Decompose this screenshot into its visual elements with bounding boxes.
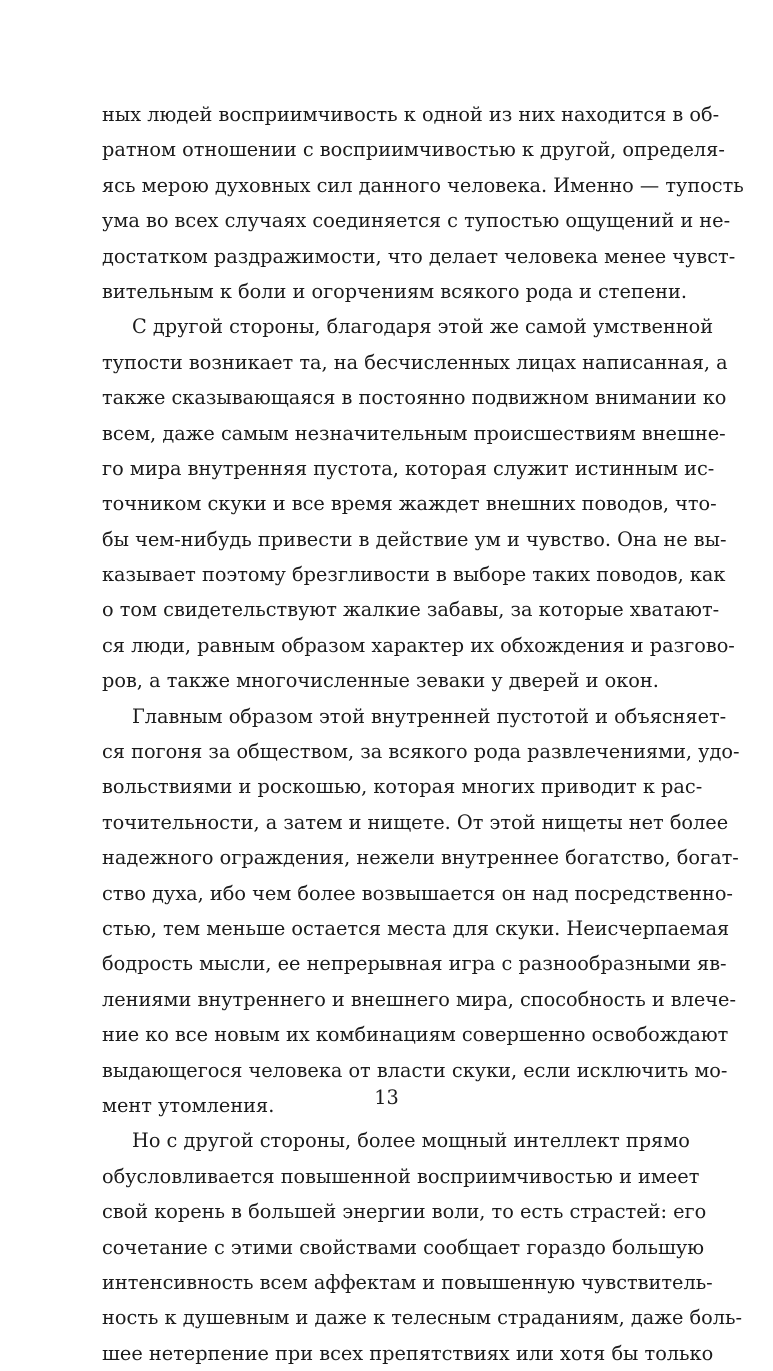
- text-line: бодрость мысли, ее непрерывная игра с разнообразными яв-: [102, 952, 727, 976]
- text-line: надежного ограждения, нежели внутреннее богатство, богат-: [102, 846, 739, 870]
- page-number: 13: [374, 1086, 399, 1109]
- text-line: ство духа, ибо чем более возвышается он над посредственно-: [102, 881, 733, 905]
- body-text: [102, 97, 744, 1371]
- text-line: интенсивность всем аффектам и повышенную чувствитель-: [102, 1270, 713, 1294]
- text-line: выдающегося человека от власти скуки, если исключить мо-: [102, 1058, 728, 1082]
- text-line: ных людей восприимчивость к одной из них находится в об-: [102, 103, 720, 126]
- text-line: о том свидетельствуют жалкие забавы, за которые хватают-: [102, 598, 720, 622]
- text-line: шее нетерпение при всех препятствиях или хотя бы только: [102, 1341, 714, 1365]
- text-line: ров, а также многочисленные зеваки у дверей и окон.: [102, 669, 659, 693]
- paragraph: [102, 1123, 743, 1371]
- text-line: го мира внутренняя пустота, которая служит истинным ис-: [102, 456, 715, 480]
- text-line: ся погоня за обществом, за всякого рода развлечениями, удо-: [102, 740, 740, 764]
- text-line: свой корень в большей энергии воли, то есть страстей: его: [102, 1200, 707, 1224]
- text-line: вительным к боли и огорчениям всякого рода и степени.: [102, 279, 687, 303]
- text-line: также сказывающаяся в постоянно подвижном внимании ко: [102, 386, 727, 410]
- text-line: ность к душевным и даже к телесным страданиям, даже боль-: [102, 1306, 743, 1330]
- text-line: обусловливается повышенной восприимчивостью и имеет: [102, 1164, 700, 1188]
- text-line: Но с другой стороны, более мощный интеллект прямо: [132, 1129, 690, 1153]
- text-line: всем, даже самым незначительным происшествиям внешне-: [102, 421, 726, 445]
- text-line: ясь мерою духовных сил данного человека. Именно — тупость: [102, 173, 744, 197]
- paragraph: [102, 699, 740, 1124]
- text-line: ратном отношении с восприимчивостью к другой, определя-: [102, 138, 725, 162]
- text-line: лениями внутреннего и внешнего мира, способность и влече-: [102, 987, 736, 1011]
- text-line: ума во всех случаях соединяется с тупостью ощущений и не-: [102, 209, 731, 233]
- text-line: С другой стороны, благодаря этой же самой умственной: [132, 315, 714, 339]
- text-line: ся люди, равным образом характер их обхождения и разгово-: [102, 633, 735, 657]
- text-line: точительности, а затем и нищете. От этой нищеты нет более: [102, 810, 729, 834]
- text-line: тупости возникает та, на бесчисленных лицах написанная, а: [102, 350, 728, 374]
- text-line: бы чем-нибудь привести в действие ум и чувство. Она не вы-: [102, 527, 727, 551]
- text-line: казывает поэтому брезгливости в выборе таких поводов, как: [102, 563, 726, 587]
- text-line: вольствиями и роскошью, которая многих приводит к рас-: [102, 775, 703, 799]
- text-line: мент утомления.: [102, 1093, 275, 1117]
- text-line: сочетание с этими свойствами сообщает гораздо большую: [102, 1235, 705, 1259]
- paragraph: [102, 309, 735, 698]
- text-line: ние ко все новым их комбинациям совершенно освобождают: [102, 1023, 729, 1047]
- text-line: стью, тем меньше остается места для скуки. Неисчерпаемая: [102, 916, 730, 940]
- text-line: точником скуки и все время жаждет внешних поводов, что-: [102, 492, 717, 516]
- text-line: достатком раздражимости, что делает человека менее чувст-: [102, 244, 736, 268]
- text-line: Главным образом этой внутренней пустотой и объясняет-: [132, 704, 727, 728]
- paragraph: [102, 97, 744, 309]
